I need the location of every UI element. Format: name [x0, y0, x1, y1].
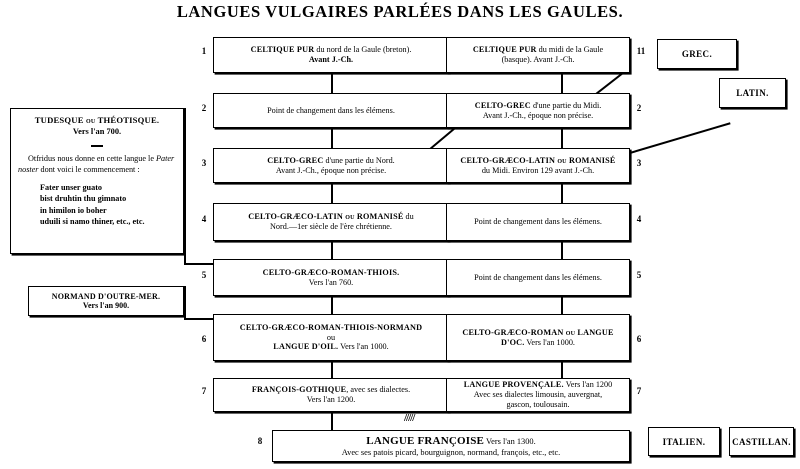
row-number-right-1: 1 [636, 46, 642, 56]
box-right-row-3-line2: du Midi. Environ 129 avant J.-Ch. [481, 165, 595, 175]
row-number-left-2: 2 [201, 103, 207, 113]
box-left-row-7-rest: , avec ses dialectes. [346, 385, 411, 395]
box-left-row-1-line2: Avant J.-Ch. [308, 55, 354, 64]
box-right-row-6-line2b: Vers l'an 1000. [524, 337, 575, 347]
connector-right-1-2 [561, 73, 563, 93]
connector-left-3-4 [331, 183, 333, 203]
tudesque-verse-line-2: bist druhtin thu gimnato [40, 194, 127, 204]
box-left-row-1-head: CELTIQUE PUR [250, 45, 315, 55]
box-right-row-1-rest: du midi de la Gaule [536, 45, 604, 55]
box-left-row-3-line2: Avant J.-Ch., époque non précise. [275, 165, 387, 175]
tudesque-body [18, 154, 176, 175]
box-final-rest: Vers l'an 1300. [484, 436, 536, 446]
box-right-row-7-line3: gascon, toulousain. [506, 399, 570, 409]
box-right-row-2-head: CELTO-GREC [474, 100, 531, 110]
box-italien-label: ITALIEN. [662, 436, 706, 447]
row-number-right-5: 5 [636, 270, 642, 280]
tudesque-body-a: Otfridus nous donne en cette langue le [28, 154, 157, 164]
box-right-row-6-head: CELTO-GRÆCO-ROMAN ou LANGUE [462, 327, 614, 337]
connector-normand-riser [184, 286, 186, 319]
tudesque-verse-line-3: in himilon io boher [40, 205, 107, 215]
box-right-row-6[interactable] [446, 314, 630, 361]
box-left-row-6-line3: LANGUE D'OIL. [273, 342, 339, 352]
box-left-row-3[interactable] [213, 148, 449, 183]
row-number-left-1: 1 [201, 46, 207, 56]
box-left-row-6-line2: ou [326, 332, 336, 342]
box-left-row-5[interactable] [213, 259, 449, 296]
connector-right-2-3 [561, 128, 563, 148]
box-left-row-1[interactable] [213, 37, 449, 73]
connector-left-4-5 [331, 241, 333, 259]
box-left-row-4-line2: Nord.—1er siècle de l'ère chrétienne. [270, 222, 392, 231]
box-right-row-6-line2: D'OC. [501, 337, 525, 347]
connector-right-6-7 [561, 361, 563, 378]
box-left-row-4[interactable] [213, 203, 449, 241]
box-left-row-1-rest: du nord de la Gaule (breton). [314, 45, 412, 55]
box-left-row-2[interactable] [213, 93, 449, 128]
box-right-row-4[interactable] [446, 203, 630, 241]
box-left-row-4-head: CELTO-GRÆCO-LATIN ou ROMANISÉ [248, 212, 404, 222]
row-number-left-5: 5 [201, 270, 207, 280]
connector-tudesque-riser [184, 108, 186, 264]
row-number-left-3: 3 [201, 158, 207, 168]
tudesque-divider [91, 145, 103, 147]
box-right-row-5-text: Point de changement dans les élémens. [474, 272, 602, 282]
box-left-row-7[interactable] [213, 378, 449, 412]
tudesque-verse [18, 182, 176, 226]
box-right-row-4-text: Point de changement dans les élémens. [474, 217, 602, 227]
box-italien[interactable] [648, 427, 720, 456]
box-grec-label: GREC. [681, 49, 713, 59]
box-right-row-3[interactable] [446, 148, 630, 183]
tudesque-date: Vers l'an 700. [72, 127, 122, 137]
row-number-left-4: 4 [201, 214, 207, 224]
box-normand-outre-mer[interactable] [28, 286, 184, 316]
box-normand-title: NORMAND D'OUTRE-MER. [51, 291, 161, 301]
box-right-row-2[interactable] [446, 93, 630, 128]
box-left-row-2-text: Point de changement dans les élémens. [267, 105, 395, 115]
tudesque-verse-line-4: uduili si namo thiner, etc., etc. [40, 216, 145, 226]
connector-right-3-4 [561, 183, 563, 203]
tudesque-verse-line-1: Fater unser guato [40, 183, 103, 193]
row-number-left-7: 7 [201, 386, 207, 396]
tudesque-title: TUDESQUE ou THÉOTISQUE. [34, 115, 160, 125]
row-number-right-2: 2 [636, 103, 642, 113]
row-number-left-6: 6 [201, 334, 207, 344]
tudesque-pater-noster: Pater noster [18, 154, 175, 174]
box-right-row-2-line2: Avant J.-Ch., époque non précise. [482, 110, 594, 120]
connector-right-4-5 [561, 241, 563, 259]
box-right-row-7-head: LANGUE PROVENÇALE. [463, 380, 564, 390]
row-number-final: 8 [257, 436, 263, 446]
box-final-langue-francoise[interactable] [272, 430, 630, 462]
box-left-row-6-line3b: Vers l'an 1000. [338, 342, 389, 352]
box-right-row-7[interactable] [446, 378, 630, 412]
box-latin[interactable] [719, 78, 786, 108]
connector-left-5-6 [331, 296, 333, 314]
page-title: LANGUES VULGAIRES PARLÉES DANS LES GAULES. [176, 2, 624, 21]
connector-right-5-6 [561, 296, 563, 314]
connector-left-6-7 [331, 361, 333, 378]
box-left-row-5-line2: Vers l'an 760. [308, 277, 354, 287]
tudesque-body-b: dont voici le commencement : [38, 164, 140, 174]
row-number-right-4: 4 [636, 214, 642, 224]
box-right-row-1[interactable] [446, 37, 630, 73]
box-left-row-5-head: CELTO-GRÆCO-ROMAN-THIOIS. [262, 267, 400, 277]
box-left-row-7-line2: Vers l'an 1200. [306, 395, 356, 404]
hatch-marks: ///// [404, 412, 415, 424]
box-left-row-6-head: CELTO-GRÆCO-ROMAN-THIOIS-NORMAND [239, 322, 423, 332]
box-right-row-3-head: CELTO-GRÆCO-LATIN ou ROMANISÉ [460, 155, 616, 165]
box-right-row-2-rest: d'une partie du Midi. [530, 100, 602, 110]
box-grec[interactable] [657, 39, 737, 69]
box-left-row-6[interactable] [213, 314, 449, 361]
row-number-right-3: 3 [636, 158, 642, 168]
box-right-row-1-head: CELTIQUE PUR [472, 45, 537, 55]
panel-tudesque[interactable] [10, 108, 184, 254]
box-left-row-7-head: FRANÇOIS-GOTHIQUE [251, 385, 347, 395]
connector-left-2-3 [331, 128, 333, 148]
box-right-row-7-rest: Vers l'an 1200 [563, 380, 613, 390]
connector-left-1-2 [331, 73, 333, 93]
box-latin-label: LATIN. [736, 88, 769, 98]
box-right-row-7-line2: Avec ses dialectes limousin, auvergnat, [473, 390, 603, 400]
box-left-row-3-rest: d'une partie du Nord. [323, 155, 395, 165]
box-right-row-5[interactable] [446, 259, 630, 296]
row-number-right-7: 7 [636, 386, 642, 396]
box-right-row-1-line2: (basque). Avant J.-Ch. [501, 55, 575, 64]
box-left-row-4-rest: du [403, 212, 414, 222]
box-normand-date: Vers l'an 900. [82, 301, 130, 310]
box-castillan-label: CASTILLAN. [732, 436, 791, 447]
box-final-line2: Avec ses patois picard, bourguignon, normand, françois, etc., etc. [341, 447, 561, 457]
grec-number: 1 [640, 46, 646, 56]
box-final-head: LANGUE FRANÇOISE [366, 434, 485, 447]
row-number-right-6: 6 [636, 334, 642, 344]
box-castillan[interactable] [729, 427, 794, 456]
box-left-row-3-head: CELTO-GREC [267, 155, 324, 165]
